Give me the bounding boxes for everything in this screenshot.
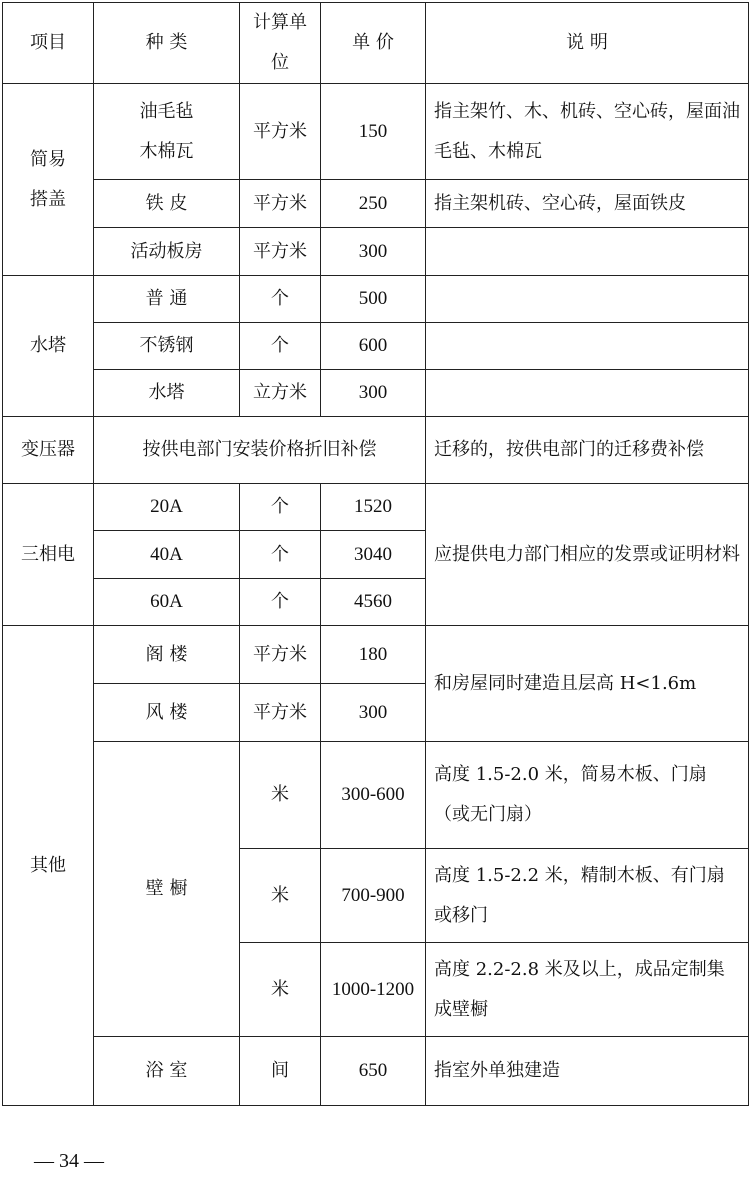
type-cell: 60A — [94, 579, 240, 626]
type-cell: 40A — [94, 531, 240, 579]
unit-cell: 个 — [240, 484, 321, 531]
type-cell: 不锈钢 — [94, 323, 240, 370]
table-row — [3, 742, 749, 849]
unit-cell: 间 — [240, 1037, 321, 1106]
price-cell: 3040 — [321, 531, 426, 579]
category-cell: 变压器 — [3, 417, 94, 484]
price-cell: 180 — [321, 626, 426, 684]
unit-cell: 个 — [240, 276, 321, 323]
price-table — [2, 2, 749, 1106]
category-cell: 其他 — [3, 626, 94, 1106]
price-cell: 1000-1200 — [321, 943, 426, 1037]
desc-cell: 指主架竹、木、机砖、空心砖，屋面油毛毡、木棉瓦 — [426, 84, 749, 180]
table-row — [3, 1037, 749, 1106]
price-cell: 700-900 — [321, 849, 426, 943]
category-cell: 水塔 — [3, 276, 94, 417]
unit-cell: 个 — [240, 323, 321, 370]
table-row — [3, 276, 749, 323]
page-number: — 34 — — [34, 1150, 104, 1172]
price-cell: 300 — [321, 370, 426, 417]
desc-cell: 指室外单独建造 — [426, 1037, 749, 1106]
unit-cell: 米 — [240, 742, 321, 849]
price-cell: 4560 — [321, 579, 426, 626]
merged-cell: 按供电部门安装价格折旧补偿 — [94, 417, 426, 484]
unit-cell: 立方米 — [240, 370, 321, 417]
table-row — [3, 370, 749, 417]
table-row — [3, 84, 749, 180]
table-row — [3, 484, 749, 531]
desc-cell: 迁移的，按供电部门的迁移费补偿 — [426, 417, 749, 484]
price-cell: 150 — [321, 84, 426, 180]
category-cell: 三相电 — [3, 484, 94, 626]
table-row — [3, 228, 749, 276]
type-cell: 普 通 — [94, 276, 240, 323]
type-cell: 油毛毡 木棉瓦 — [94, 84, 240, 180]
type-cell: 风 楼 — [94, 684, 240, 742]
desc-cell — [426, 323, 749, 370]
desc-cell: 应提供电力部门相应的发票或证明材料 — [426, 484, 749, 626]
desc-cell — [426, 276, 749, 323]
price-cell: 600 — [321, 323, 426, 370]
type-cell: 阁 楼 — [94, 626, 240, 684]
table-row — [3, 626, 749, 684]
header-row — [3, 3, 749, 84]
desc-cell: 高度 2.2-2.8 米及以上，成品定制集成壁橱 — [426, 943, 749, 1037]
table-row — [3, 417, 749, 484]
header-unit: 计算单位 — [240, 3, 321, 84]
header-desc: 说 明 — [426, 3, 749, 84]
unit-cell: 米 — [240, 943, 321, 1037]
desc-cell: 高度 1.5-2.0 米，简易木板、门扇（或无门扇） — [426, 742, 749, 849]
price-cell: 300-600 — [321, 742, 426, 849]
unit-cell: 个 — [240, 531, 321, 579]
unit-cell: 平方米 — [240, 180, 321, 228]
header-price: 单 价 — [321, 3, 426, 84]
table-row — [3, 180, 749, 228]
desc-cell — [426, 228, 749, 276]
price-cell: 300 — [321, 228, 426, 276]
type-cell: 活动板房 — [94, 228, 240, 276]
desc-cell: 高度 1.5-2.2 米，精制木板、有门扇或移门 — [426, 849, 749, 943]
type-cell: 铁 皮 — [94, 180, 240, 228]
price-cell: 300 — [321, 684, 426, 742]
table-row — [3, 323, 749, 370]
desc-cell: 和房屋同时建造且层高 H<1.6m — [426, 626, 749, 742]
price-cell: 1520 — [321, 484, 426, 531]
unit-cell: 平方米 — [240, 84, 321, 180]
price-cell: 500 — [321, 276, 426, 323]
type-cell: 壁 橱 — [94, 742, 240, 1037]
desc-cell: 指主架机砖、空心砖，屋面铁皮 — [426, 180, 749, 228]
price-cell: 250 — [321, 180, 426, 228]
unit-cell: 平方米 — [240, 684, 321, 742]
price-cell: 650 — [321, 1037, 426, 1106]
category-cell: 简易 搭盖 — [3, 84, 94, 276]
unit-cell: 平方米 — [240, 626, 321, 684]
desc-cell — [426, 370, 749, 417]
type-cell: 水塔 — [94, 370, 240, 417]
type-cell: 20A — [94, 484, 240, 531]
type-cell: 浴 室 — [94, 1037, 240, 1106]
header-category: 项目 — [3, 3, 94, 84]
unit-cell: 平方米 — [240, 228, 321, 276]
unit-cell: 个 — [240, 579, 321, 626]
unit-cell: 米 — [240, 849, 321, 943]
header-type: 种 类 — [94, 3, 240, 84]
